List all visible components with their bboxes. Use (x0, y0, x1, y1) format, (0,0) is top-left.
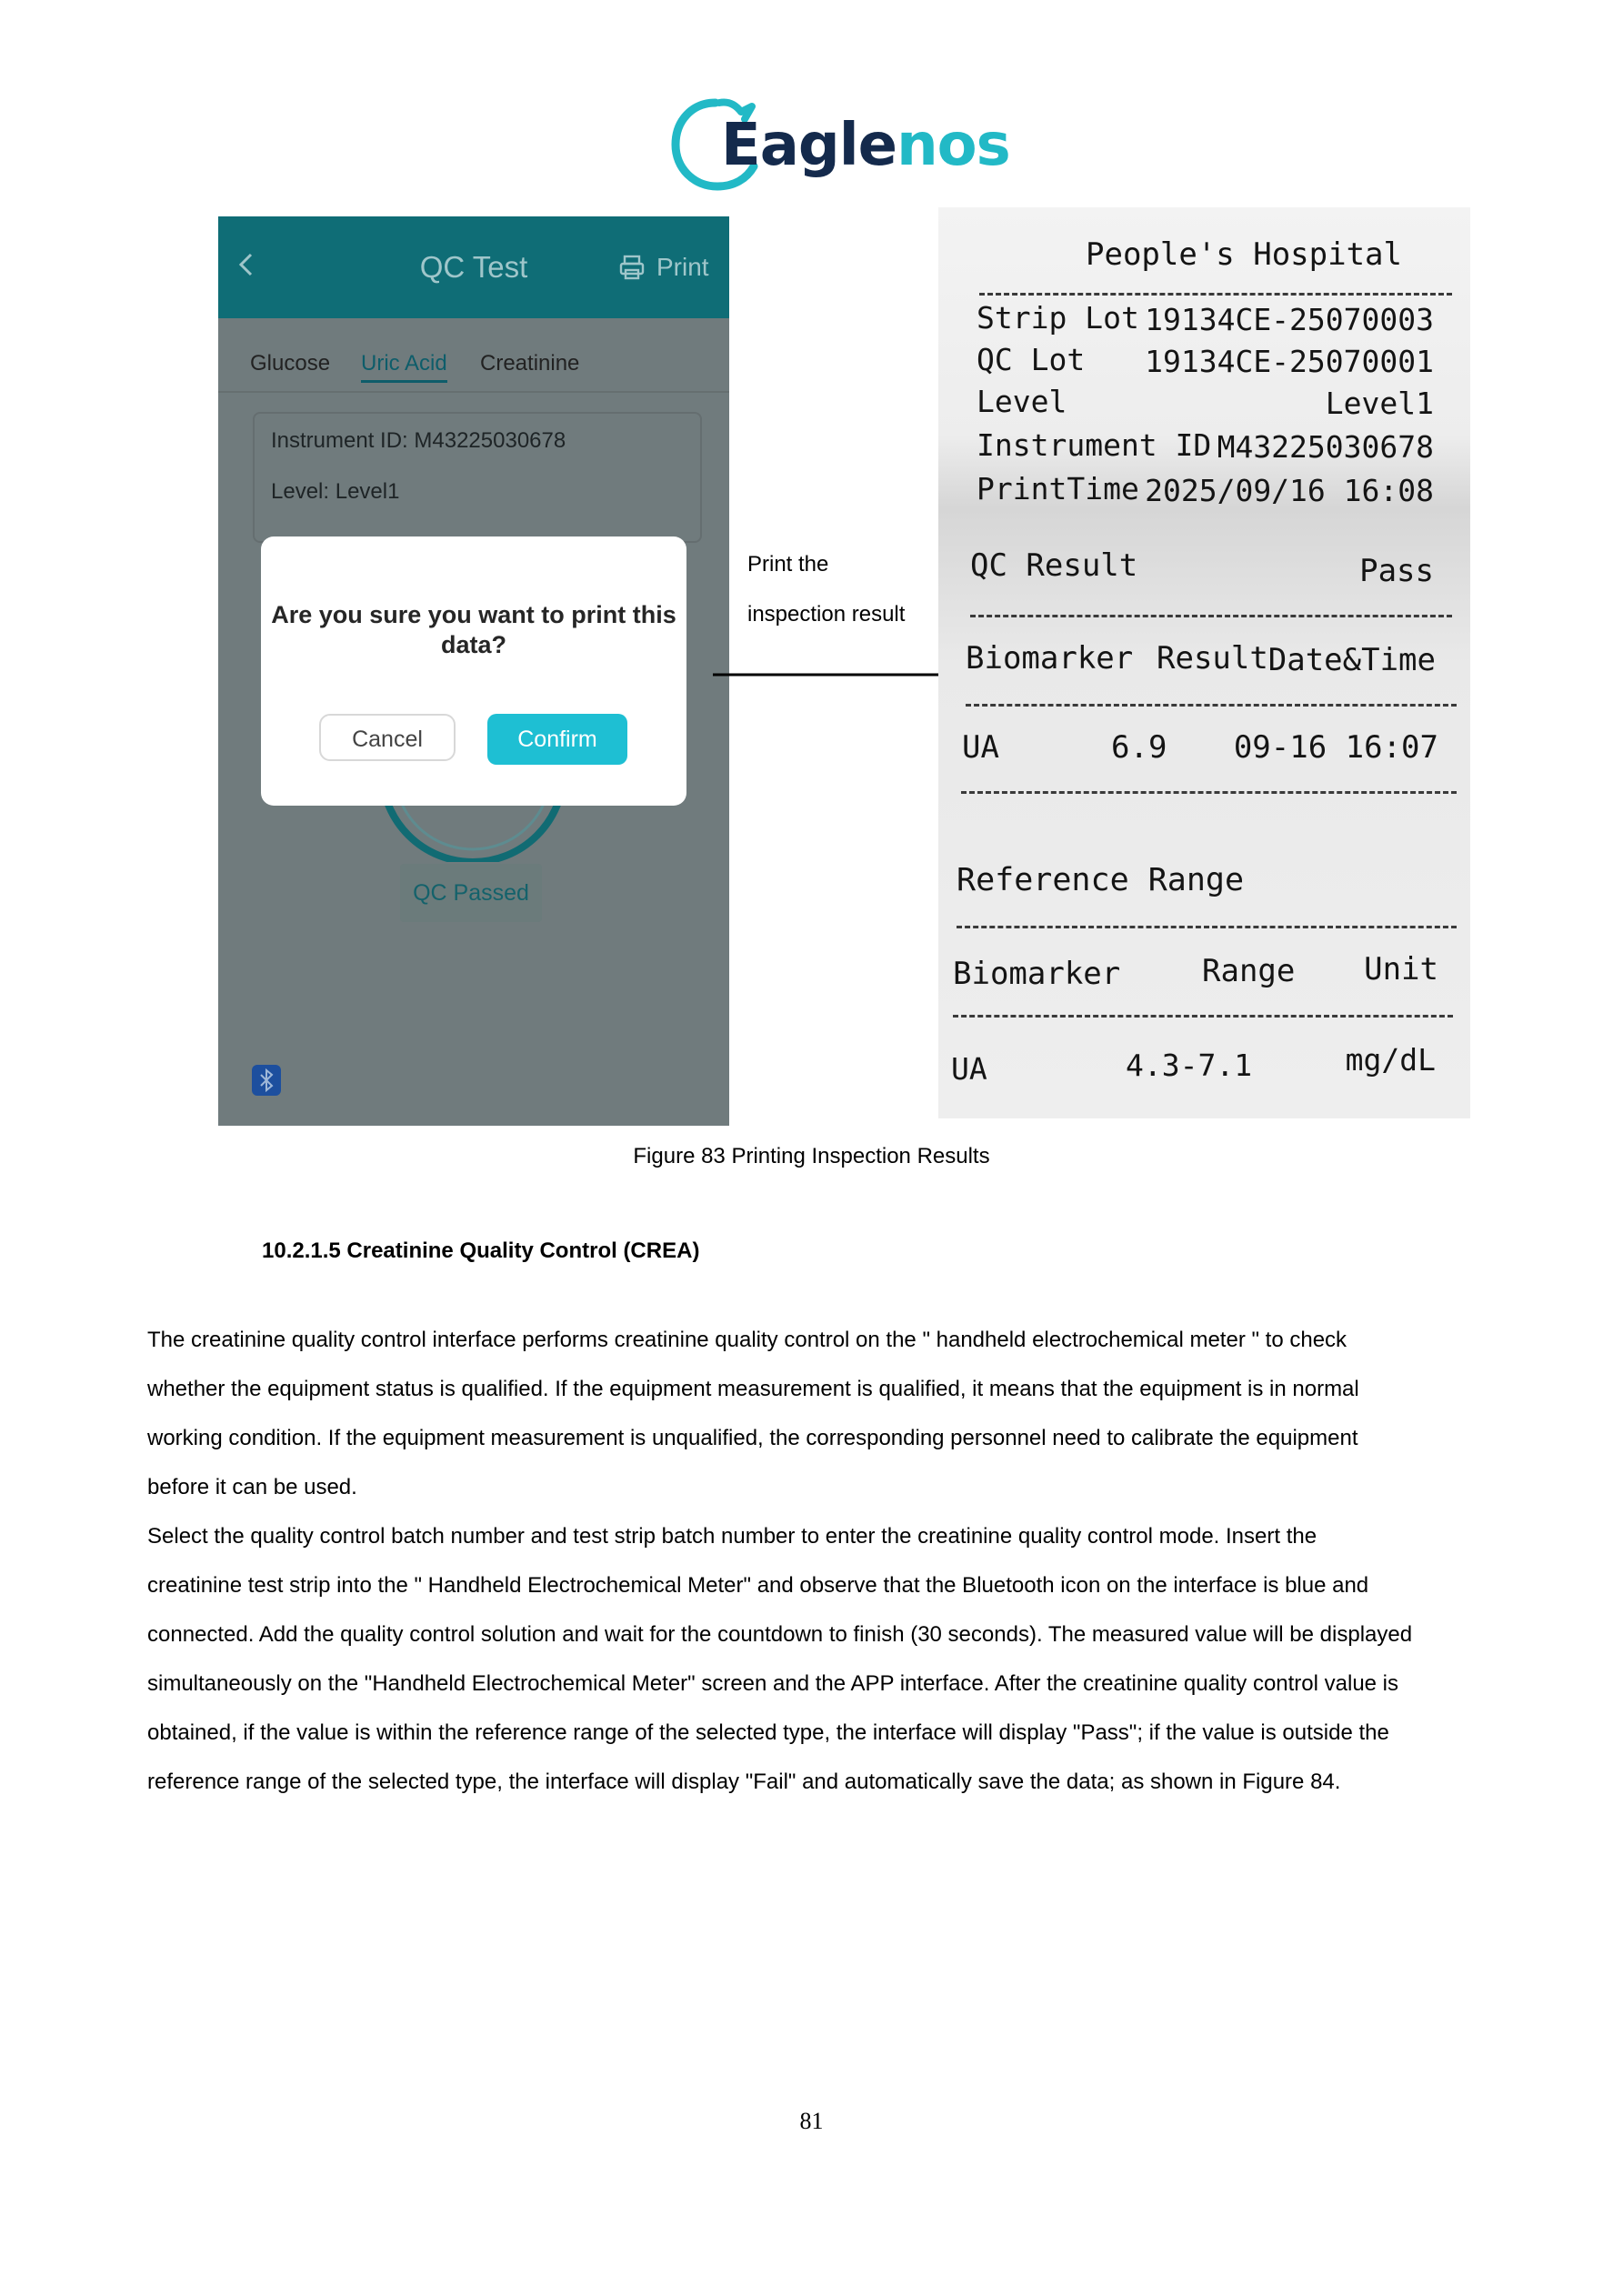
receipt-print-time-value: 2025/09/16 16:08 (1145, 473, 1434, 508)
receipt-strip-lot-label: Strip Lot (977, 300, 1139, 336)
receipt-level-value: Level1 (1325, 386, 1434, 421)
confirm-button[interactable]: Confirm (487, 714, 627, 765)
instrument-id-label: Instrument ID: (271, 428, 415, 453)
annotation-line-1: Print the (747, 552, 829, 577)
tab-uric-acid[interactable]: Uric Acid (361, 351, 447, 383)
receipt-level-label: Level (977, 384, 1067, 419)
annotation-line-2: inspection result (747, 602, 906, 627)
paragraph-line: whether the equipment status is qualified. If the equipment measurement is qualified, it means that the equipment is in normal (147, 1377, 1359, 1401)
figure-caption: Figure 83 Printing Inspection Results (633, 1144, 990, 1168)
receipt-divider (970, 615, 1452, 617)
receipt-qc-result-value: Pass (1359, 553, 1434, 589)
app-header (218, 216, 729, 318)
page-number: 81 (799, 2108, 824, 2134)
receipt-ref-row-range: 4.3-7.1 (1126, 1048, 1253, 1083)
receipt-divider (966, 704, 1457, 707)
receipt-ref-range-title: Reference Range (957, 862, 1245, 898)
receipt-instrument-id-value: M43225030678 (1217, 429, 1434, 465)
receipt-divider (979, 293, 1452, 296)
arrow-right-icon (713, 665, 958, 685)
qc-info-card (253, 412, 702, 543)
level-row (271, 479, 399, 505)
receipt-instrument-id-label: Instrument ID (977, 427, 1212, 463)
test-type-tabs (218, 318, 729, 393)
paragraph-line: simultaneously on the "Handheld Electrochemical Meter" screen and the APP interface. After the creatinine quality control value is (147, 1671, 1399, 1696)
receipt-ref-row-biomarker: UA (951, 1051, 987, 1087)
print-button-label: Print (656, 253, 709, 281)
receipt-col-result: Result (1157, 640, 1268, 677)
instrument-id-row (271, 428, 566, 454)
paragraph-line: before it can be used. (147, 1475, 357, 1499)
receipt-ref-col-unit: Unit (1364, 951, 1438, 988)
receipt-qc-result-label: QC Result (970, 547, 1138, 584)
receipt-divider (957, 926, 1457, 928)
section-heading: 10.2.1.5 Creatinine Quality Control (CREA) (262, 1238, 700, 1263)
tab-creatinine[interactable]: Creatinine (480, 351, 580, 376)
paragraph-line: creatinine test strip into the " Handheld Electrochemical Meter" and observe that the Bluetooth icon on the interface is blue and (147, 1573, 1369, 1598)
paragraph-line: connected. Add the quality control solution and wait for the countdown to finish (30 seconds). The measured value will be displayed (147, 1622, 1413, 1647)
bluetooth-icon (252, 1065, 281, 1096)
tab-glucose[interactable]: Glucose (250, 351, 331, 376)
level-value: Level1 (335, 479, 400, 504)
print-button[interactable] (618, 251, 709, 284)
paragraph-line: reference range of the selected type, the interface will display "Fail" and automatically save the data; as shown in Figure 84. (147, 1770, 1341, 1794)
receipt-row-result: 6.9 (1111, 729, 1167, 766)
receipt-col-datetime: Date&Time (1267, 642, 1436, 678)
receipt-col-biomarker: Biomarker (966, 640, 1134, 677)
dialog-question: Are you sure you want to print this data? (271, 601, 676, 658)
receipt-ref-row-unit: mg/dL (1345, 1042, 1436, 1078)
cancel-button[interactable]: Cancel (319, 714, 456, 761)
eaglenos-logo (668, 95, 1010, 196)
phone-screenshot (218, 216, 729, 1126)
paragraph-line: working condition. If the equipment measurement is unqualified, the corresponding personnel need to calibrate the equipment (147, 1426, 1358, 1450)
logo-text-teal: nos (897, 112, 1010, 179)
receipt-row-datetime: 09-16 16:07 (1233, 729, 1438, 766)
receipt-ref-col-biomarker: Biomarker (953, 956, 1121, 992)
logo-wordmark (721, 105, 1010, 186)
paragraph-line: Select the quality control batch number and test strip batch number to enter the creatinine quality control mode. Insert the (147, 1524, 1317, 1549)
receipt-divider (961, 791, 1457, 794)
receipt-ref-col-range: Range (1202, 953, 1296, 989)
app-title: QC Test (419, 250, 528, 284)
qc-passed-badge: QC Passed (400, 864, 542, 922)
level-label: Level: (271, 479, 336, 504)
paragraph-line: obtained, if the value is within the reference range of the selected type, the interface will display "Pass"; if the value is outside the (147, 1720, 1389, 1745)
paragraph-line: The creatinine quality control interface performs creatinine quality control on the " handheld electrochemical meter " to check (147, 1328, 1347, 1352)
receipt-qc-lot-value: 19134CE-25070001 (1145, 344, 1434, 379)
print-confirm-dialog (261, 536, 686, 806)
instrument-id-value: M43225030678 (414, 428, 566, 453)
receipt-row-biomarker: UA (962, 729, 999, 766)
receipt-hospital-name: People's Hospital (1086, 236, 1402, 273)
receipt-divider (953, 1015, 1453, 1018)
printed-receipt-photo (938, 207, 1470, 1118)
logo-text-dark: Eagle (721, 112, 897, 179)
receipt-print-time-label: PrintTime (977, 471, 1139, 506)
receipt-strip-lot-value: 19134CE-25070003 (1145, 302, 1434, 337)
receipt-qc-lot-label: QC Lot (977, 342, 1086, 377)
printer-icon (618, 254, 646, 281)
